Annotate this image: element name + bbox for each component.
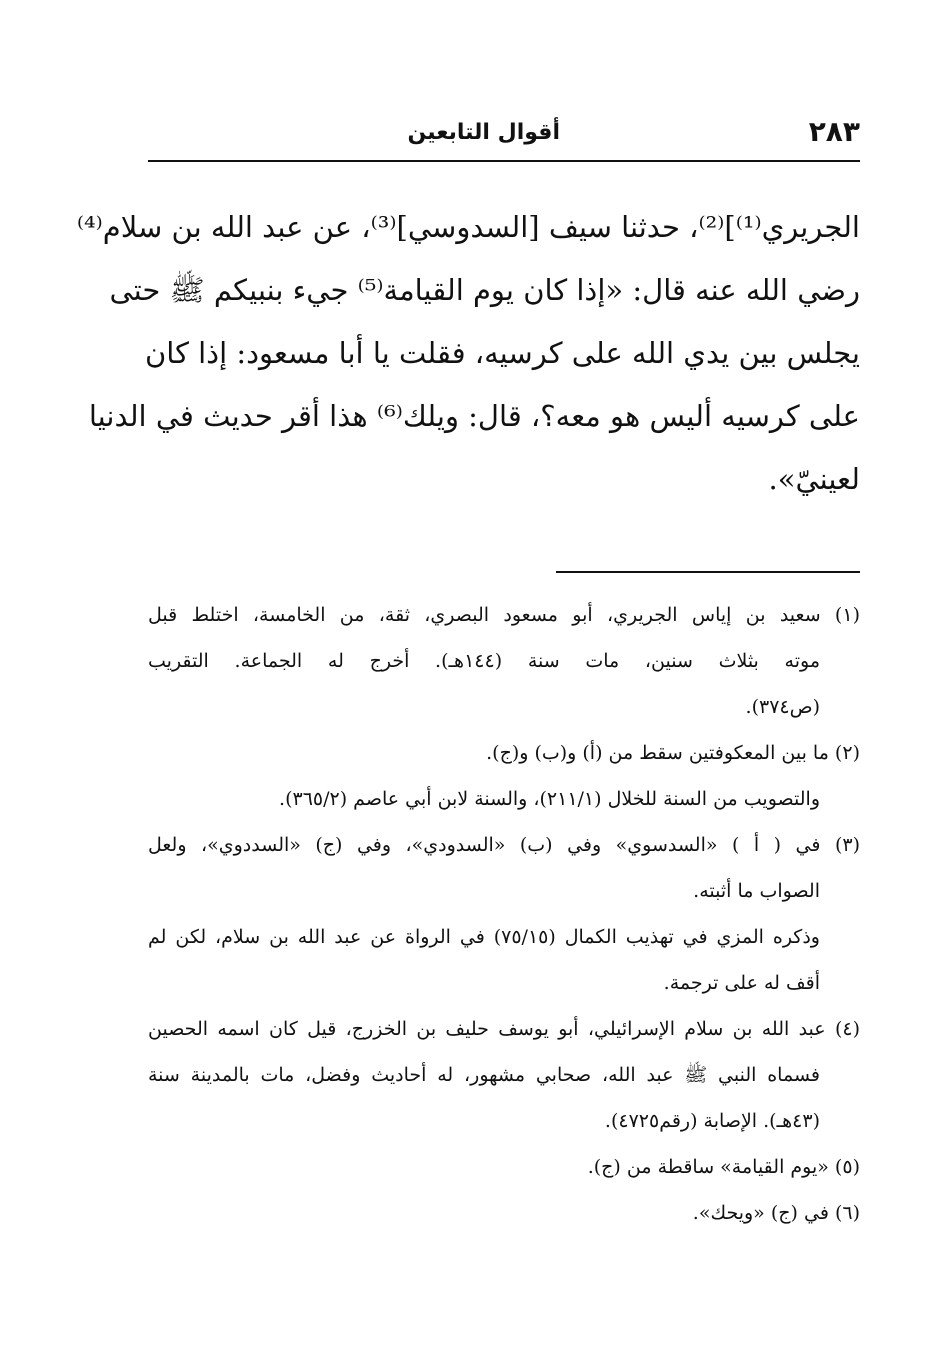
footnote-line: (٥) «يوم القيامة» ساقطة من (ج). xyxy=(587,1156,860,1178)
main-text-line: على كرسيه أليس هو معه؟، قال: ويلك⁽⁶⁾ هذا أقر حديث في الدنيا xyxy=(88,399,860,433)
main-text-line: لعينيّ». xyxy=(768,462,860,496)
footnote-line: (٤) عبد الله بن سلام الإسرائيلي، أبو يوسف حليف بن الخزرج، قيل كان اسمه الحصين xyxy=(148,1018,860,1040)
footnote-line: وذكره المزي في تهذيب الكمال (٧٥/١٥) في الرواة عن عبد الله بن سلام، لكن لم xyxy=(148,926,820,948)
running-title: أقوال التابعين xyxy=(407,120,560,145)
footnote-line: (٢) ما بين المعكوفتين سقط من (أ) و(ب) و(ج). xyxy=(486,742,860,764)
footnote-line: والتصويب من السنة للخلال (٢١١/١)، والسنة لابن أبي عاصم (٣٦٥/٢). xyxy=(279,788,820,810)
page-number: ٢٨٣ xyxy=(808,115,860,148)
main-text-line: رضي الله عنه قال: «إذا كان يوم القيامة⁽⁵⁾ جيء بنبيكم ﷺ حتى xyxy=(109,273,860,307)
footnote-line: فسماه النبي ﷺ عبد الله، صحابي مشهور، له أحاديث وفضل، مات بالمدينة سنة xyxy=(148,1064,820,1086)
footnote-line: الصواب ما أثبته. xyxy=(693,880,820,902)
footnote-line: (١) سعيد بن إياس الجريري، أبو مسعود البصري، ثقة، من الخامسة، اختلط قبل xyxy=(148,604,860,626)
main-text xyxy=(76,196,860,511)
footnote-line: موته بثلاث سنين، مات سنة (١٤٤هـ). أخرج له الجماعة. التقريب xyxy=(148,650,820,672)
footnote-divider xyxy=(556,571,860,573)
footnote-line: (٦) في (ج) «ويحك». xyxy=(692,1202,860,1224)
footnotes xyxy=(148,592,860,1236)
footnote-line: (٤٣هـ). الإصابة (رقم٤٧٢٥). xyxy=(604,1110,820,1132)
header-divider xyxy=(148,160,860,162)
main-text-line: الجريري⁽¹⁾]⁽²⁾، حدثنا سيف [السدوسي]⁽³⁾، عن عبد الله بن سلام⁽⁴⁾ xyxy=(76,210,860,244)
page-header xyxy=(148,112,860,160)
main-text-line: يجلس بين يدي الله على كرسيه، فقلت يا أبا مسعود: إذا كان xyxy=(144,336,860,370)
footnote-line: أقف له على ترجمة. xyxy=(663,972,820,994)
footnote-line: (٣) في ( أ ) «السدسوي» وفي (ب) «السدودي»، وفي (ج) «السددوي»، ولعل xyxy=(148,834,860,856)
footnote-line: (ص٣٧٤). xyxy=(745,696,820,718)
